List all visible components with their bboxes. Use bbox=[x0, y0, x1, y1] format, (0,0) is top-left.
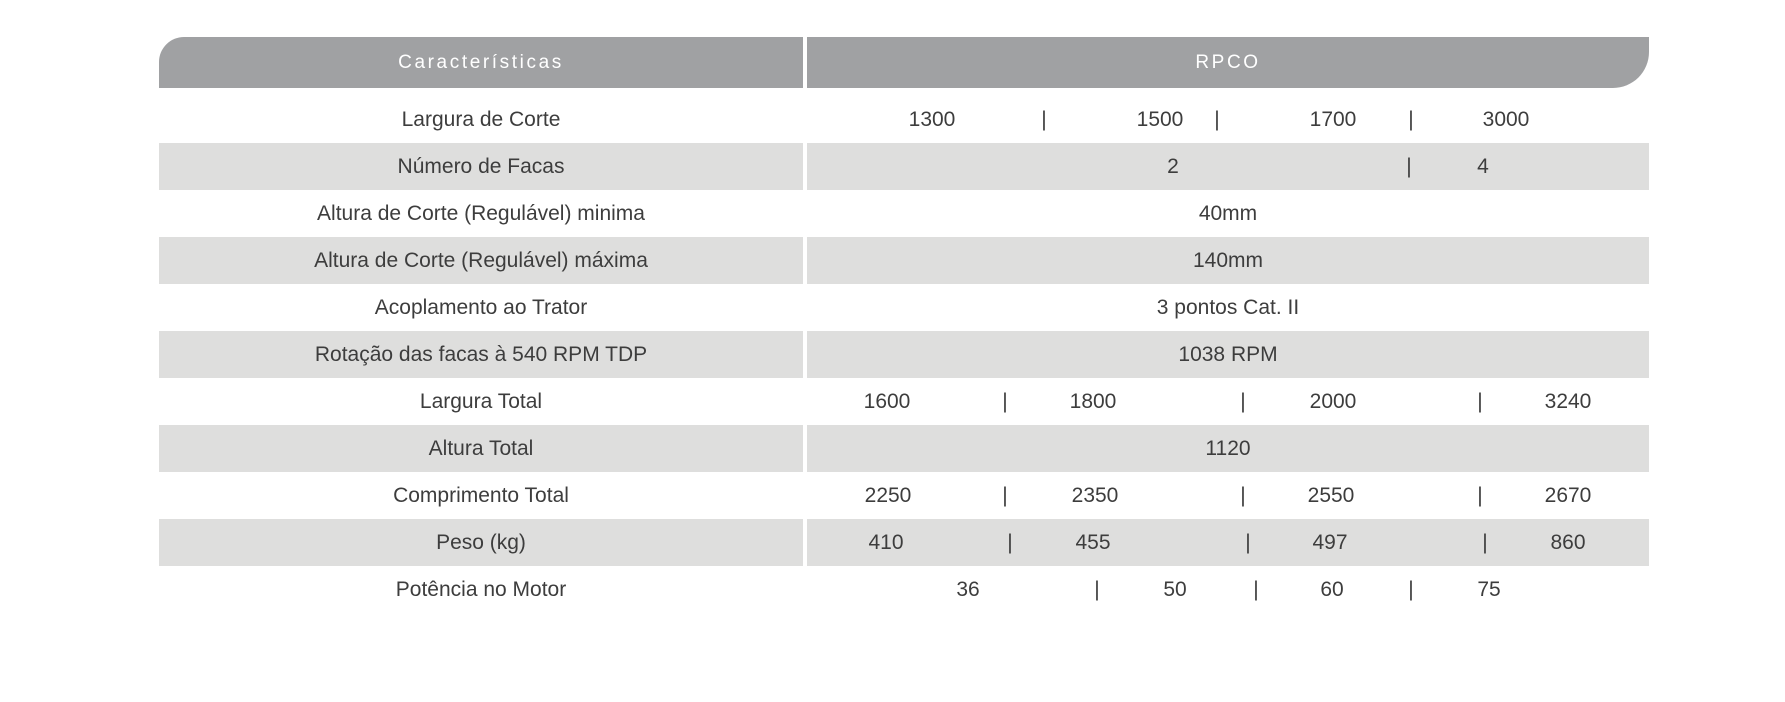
table-row bbox=[159, 284, 1649, 331]
table-body bbox=[159, 96, 1649, 613]
header-characteristics: Características bbox=[159, 37, 803, 88]
value-separator: | bbox=[1240, 484, 1246, 507]
value-separator: | bbox=[1002, 484, 1008, 507]
row-label: Número de Facas bbox=[159, 143, 803, 190]
value: 1500 bbox=[1136, 108, 1184, 131]
table-row bbox=[159, 96, 1649, 143]
table-row bbox=[159, 378, 1649, 425]
row-value: 40mm bbox=[1198, 201, 1258, 225]
table-row bbox=[159, 472, 1649, 519]
row-label: Altura de Corte (Regulável) minima bbox=[317, 201, 645, 225]
value: 860 bbox=[1550, 531, 1586, 554]
table-row bbox=[159, 143, 1649, 190]
value: 4 bbox=[1477, 155, 1489, 178]
table-row bbox=[159, 190, 1649, 237]
value-separator: | bbox=[1408, 108, 1414, 131]
value: 410 bbox=[868, 531, 904, 554]
value: 2670 bbox=[1544, 484, 1592, 507]
value: 2 bbox=[1167, 155, 1179, 178]
value-separator: | bbox=[1477, 390, 1483, 413]
value: 2550 bbox=[1307, 484, 1355, 507]
value: 2350 bbox=[1071, 484, 1119, 507]
table-row bbox=[159, 425, 1649, 472]
row-values bbox=[807, 472, 1649, 519]
row-values bbox=[807, 143, 1649, 190]
value-separator: | bbox=[1245, 531, 1251, 554]
value-separator: | bbox=[1406, 155, 1412, 178]
value-separator: | bbox=[1094, 578, 1100, 601]
value: 1600 bbox=[863, 390, 911, 413]
row-values bbox=[807, 566, 1649, 613]
row-label: Largura de Corte bbox=[401, 107, 561, 131]
value-separator: | bbox=[1002, 390, 1008, 413]
row-label: Potência no Motor bbox=[395, 577, 567, 601]
value-separator: | bbox=[1041, 108, 1047, 131]
row-values bbox=[807, 378, 1649, 425]
value-separator: | bbox=[1240, 390, 1246, 413]
row-value: 1120 bbox=[807, 425, 1649, 472]
row-label: Peso (kg) bbox=[159, 519, 803, 566]
value: 75 bbox=[1477, 578, 1501, 601]
row-value: 3 pontos Cat. II bbox=[1156, 295, 1300, 319]
value-separator: | bbox=[1007, 531, 1013, 554]
value: 50 bbox=[1163, 578, 1187, 601]
value-separator: | bbox=[1408, 578, 1414, 601]
row-values bbox=[807, 96, 1649, 143]
table-row bbox=[159, 331, 1649, 378]
row-label: Comprimento Total bbox=[393, 483, 569, 507]
value: 497 bbox=[1312, 531, 1348, 554]
row-value: 1038 RPM bbox=[807, 331, 1649, 378]
value: 3240 bbox=[1544, 390, 1592, 413]
value: 1700 bbox=[1309, 108, 1357, 131]
row-label: Acoplamento ao Trator bbox=[374, 295, 588, 319]
spec-table bbox=[159, 37, 1649, 613]
row-label: Altura de Corte (Regulável) máxima bbox=[159, 237, 803, 284]
table-row bbox=[159, 519, 1649, 566]
value: 2000 bbox=[1309, 390, 1357, 413]
table-row bbox=[159, 237, 1649, 284]
value: 60 bbox=[1320, 578, 1344, 601]
value: 2250 bbox=[864, 484, 912, 507]
value: 455 bbox=[1075, 531, 1111, 554]
row-value: 140mm bbox=[807, 237, 1649, 284]
value: 1300 bbox=[908, 108, 956, 131]
value-separator: | bbox=[1477, 484, 1483, 507]
header-model: RPCO bbox=[807, 37, 1649, 88]
row-label: Largura Total bbox=[419, 389, 543, 413]
table-row bbox=[159, 566, 1649, 613]
value-separator: | bbox=[1214, 108, 1220, 131]
row-label: Rotação das facas à 540 RPM TDP bbox=[159, 331, 803, 378]
value-separator: | bbox=[1482, 531, 1488, 554]
table-header bbox=[159, 37, 1649, 88]
value: 36 bbox=[956, 578, 980, 601]
value: 3000 bbox=[1482, 108, 1530, 131]
row-values bbox=[807, 519, 1649, 566]
row-label: Altura Total bbox=[159, 425, 803, 472]
value: 1800 bbox=[1069, 390, 1117, 413]
value-separator: | bbox=[1253, 578, 1259, 601]
